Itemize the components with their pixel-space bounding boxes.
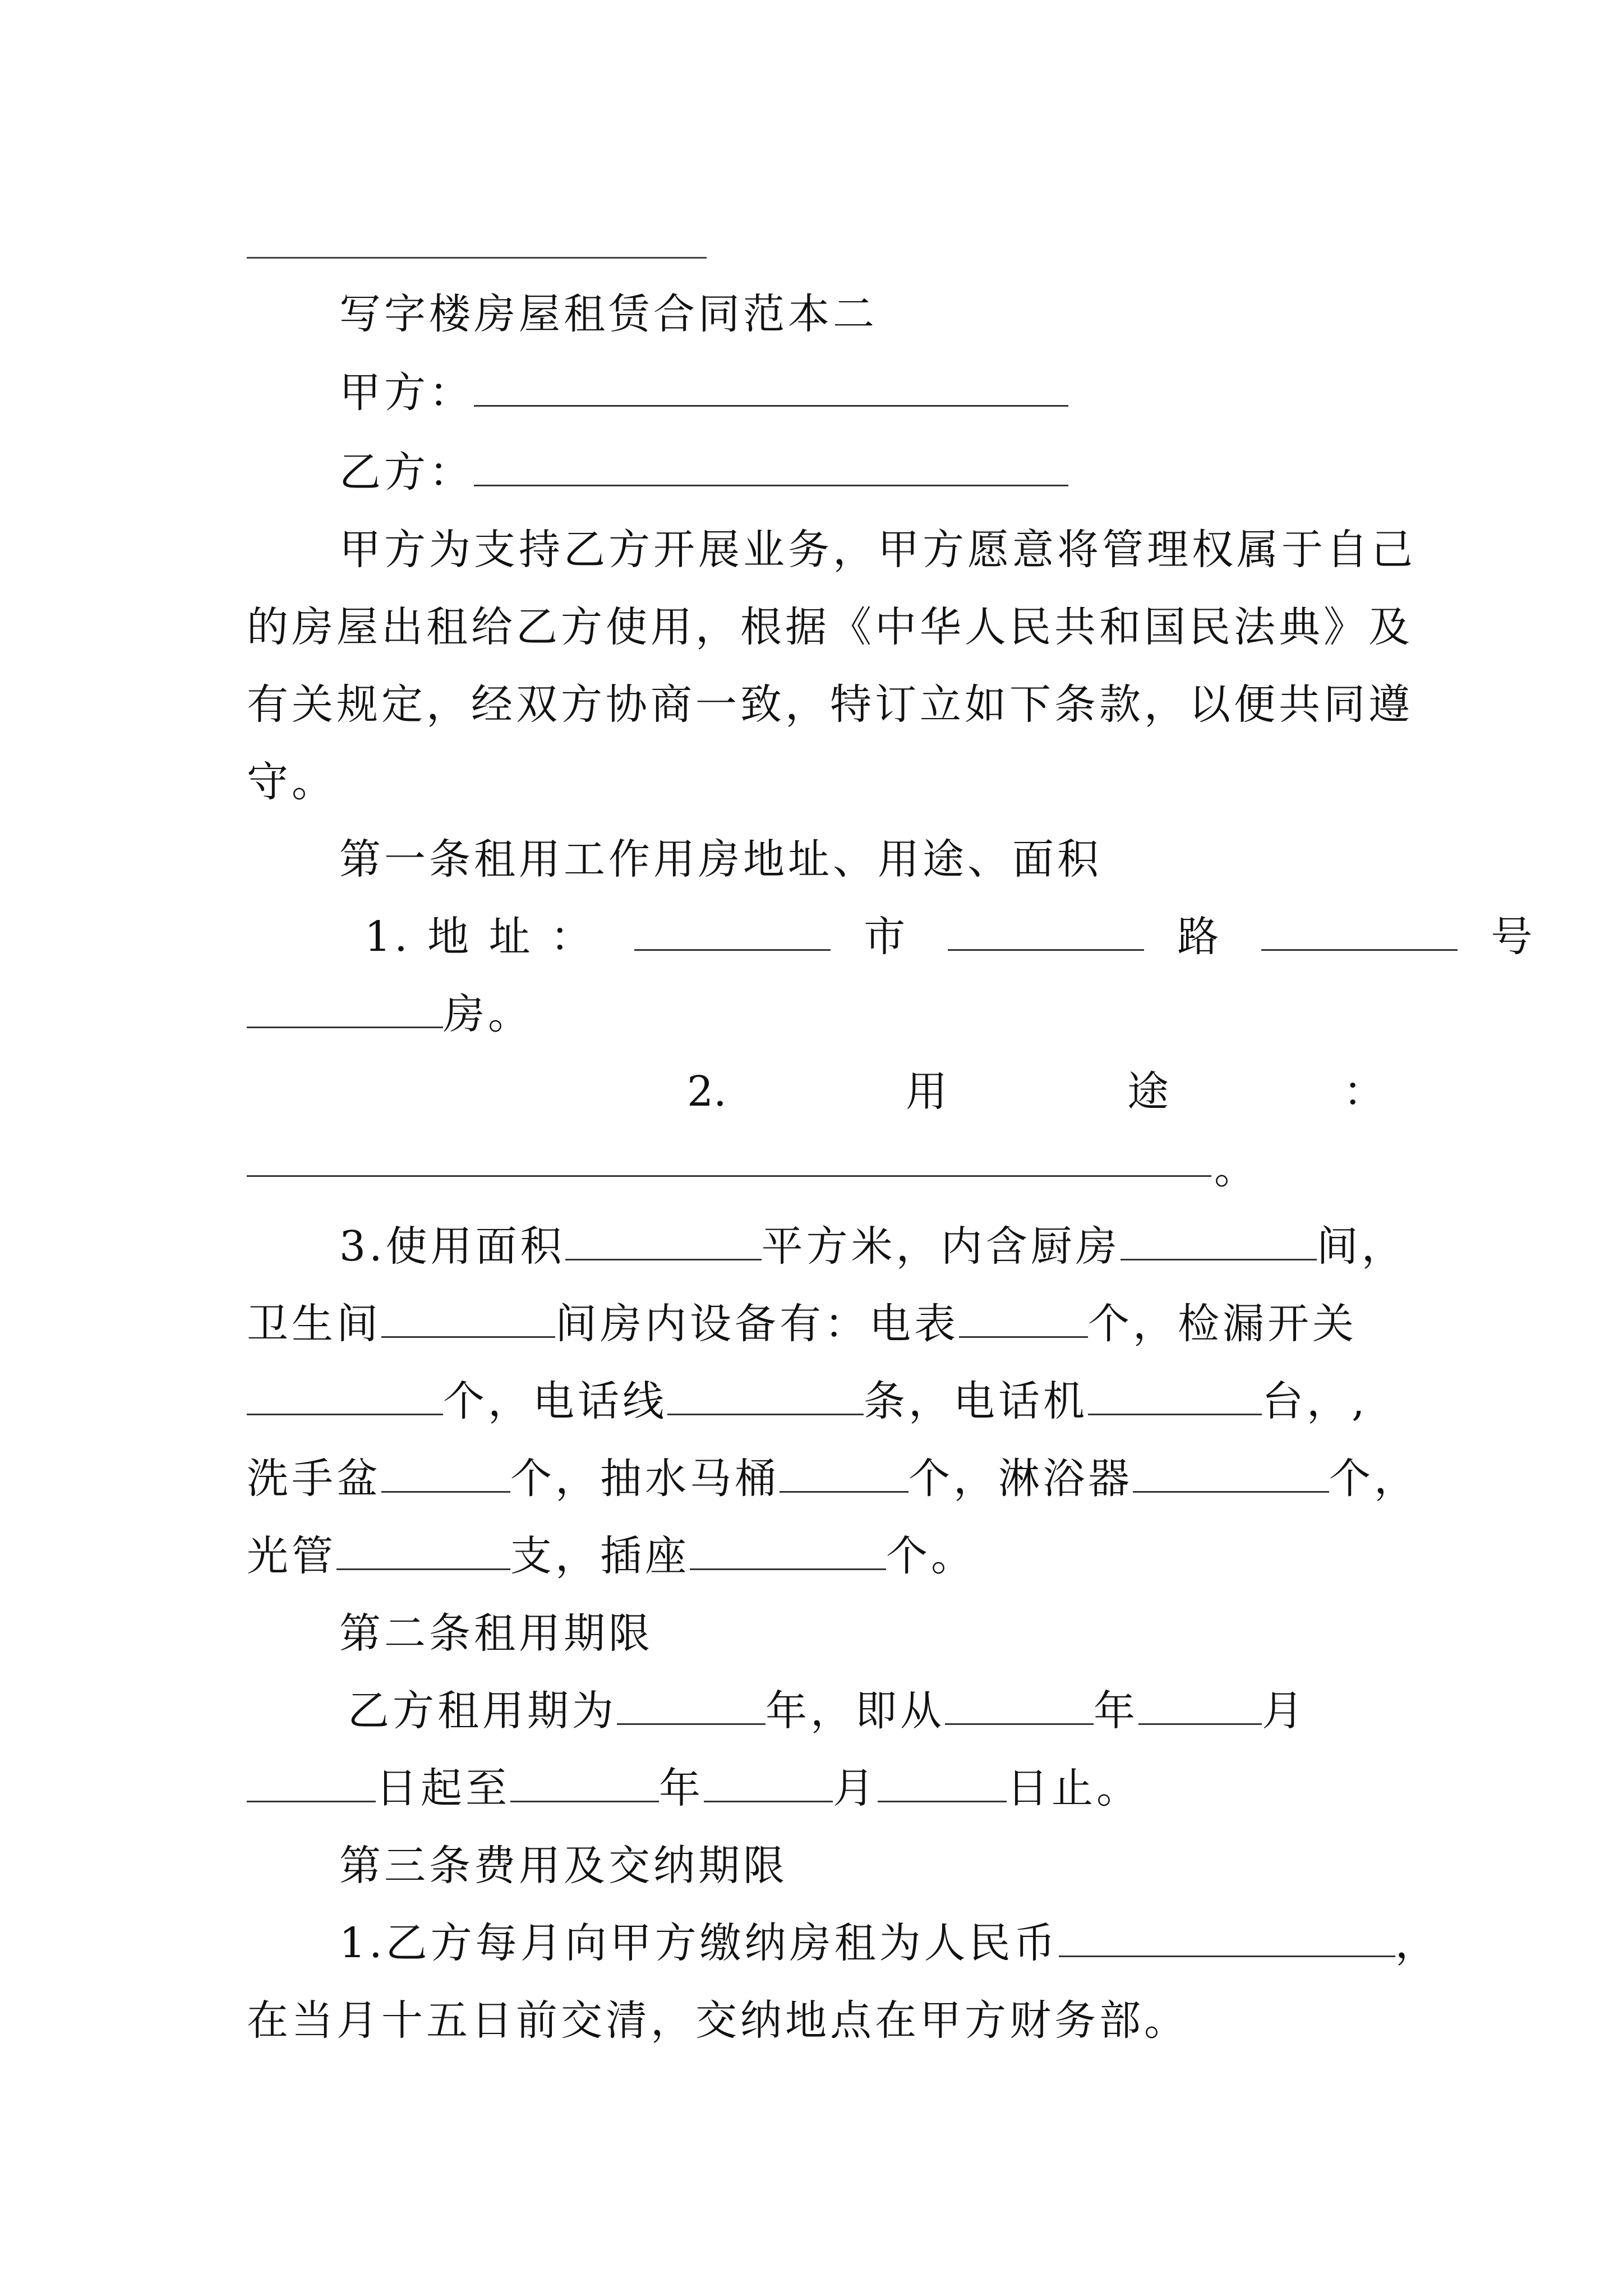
socket-blank[interactable] [690,1533,886,1570]
preamble-line-4: 守。 [247,758,336,806]
article2-heading: 第二条租用期限 [339,1609,653,1658]
phone-label: 条，电话机 [864,1377,1088,1425]
city-label: 市 [864,913,909,961]
use-char-2: 途 [1127,1068,1169,1116]
kitchen-unit: 间， [1316,1222,1407,1271]
term-from-label: 年，即从 [766,1687,945,1735]
end-day-unit: 日止。 [1007,1764,1141,1812]
party-a-line [339,365,1068,421]
address-label: 1. 地 址 ： [365,913,596,961]
start-year-blank[interactable] [945,1687,1094,1725]
tube-blank[interactable] [336,1533,510,1570]
use-end: 。 [1214,1145,1256,1193]
number-blank[interactable] [1261,913,1458,951]
term-years-blank[interactable] [617,1687,766,1725]
article2-line-2 [247,1760,1141,1816]
use-blank[interactable] [247,1175,1211,1177]
shower-blank[interactable] [1133,1455,1329,1493]
toilet-label: 卫生间 [247,1300,381,1348]
phone-line-blank[interactable] [667,1378,864,1415]
term-label: 乙方租用期为 [348,1687,617,1735]
area-unit: 平方米，内含厨房 [761,1222,1121,1271]
end-month-blank[interactable] [704,1765,833,1802]
phone-line-label: 个，电话线 [443,1377,667,1425]
article1-heading: 第一条租用工作用房地址、用途、面积 [339,835,1102,884]
city-blank[interactable] [634,913,831,951]
area-blank[interactable] [565,1223,762,1260]
start-day-blank[interactable] [247,1765,376,1802]
toilet-blank[interactable] [381,1300,555,1338]
area-line-4 [247,1451,1419,1507]
article3-heading: 第三条费用及交纳期限 [339,1842,788,1890]
room-blank[interactable] [247,991,443,1028]
area-line-5 [247,1528,976,1584]
meter-label: 间房内设备有：电表 [555,1300,959,1348]
party-b-blank[interactable] [474,449,1068,486]
end-day-blank[interactable] [878,1765,1007,1802]
use-number: 2. [687,1068,727,1116]
article1-address-line-2 [247,986,533,1042]
party-b-label: 乙方： [339,448,474,496]
use-char-1: 用 [906,1068,947,1116]
phone-unit: 台，, [1262,1377,1368,1425]
basin-label: 洗手盆 [247,1455,381,1503]
room-label: 房。 [443,990,533,1038]
end-year-blank[interactable] [510,1765,659,1802]
start-day-unit: 日起至 [376,1764,510,1812]
article2-line-1 [348,1683,1307,1739]
area-line-3 [247,1373,1368,1429]
header-rule [247,257,707,259]
preamble-line-2: 的房屋出租给乙方使用，根据《中华人民共和国民法典》及 [247,603,1413,651]
meter-blank[interactable] [959,1300,1088,1338]
road-label: 路 [1177,913,1223,961]
party-b-line [339,444,1068,500]
area-line-1 [339,1218,1407,1274]
article3-line-2: 在当月十五日前交清，交纳地点在甲方财务部。 [247,1996,1189,2045]
flush-toilet-label: 个，抽水马桶 [510,1455,780,1503]
basin-blank[interactable] [381,1455,510,1493]
number-label: 号 [1491,913,1536,961]
leak-switch-label: 个，检漏开关 [1088,1300,1357,1348]
kitchen-blank[interactable] [1121,1223,1317,1260]
socket-unit: 个。 [886,1532,976,1580]
rent-blank[interactable] [1059,1920,1395,1957]
start-month-unit: 月 [1262,1687,1307,1735]
rent-label: 1.乙方每月向甲方缴纳房租为人民币 [339,1919,1059,1967]
road-blank[interactable] [948,913,1144,951]
article1-address-line [365,909,1536,965]
shower-unit: 个， [1329,1455,1419,1503]
party-a-label: 甲方： [339,369,474,417]
use-colon: ： [1343,1068,1385,1116]
start-year-unit: 年 [1094,1687,1138,1735]
flush-toilet-blank[interactable] [780,1455,909,1493]
article3-line-1 [339,1915,1440,1971]
preamble-line-1: 甲方为支持乙方开展业务，甲方愿意将管理权属于自己 [339,526,1416,574]
party-a-blank[interactable] [474,369,1068,407]
socket-label: 支，插座 [510,1532,690,1580]
end-year-unit: 年 [659,1764,704,1812]
rent-comma: ， [1395,1919,1440,1967]
shower-label: 个，淋浴器 [909,1455,1133,1503]
end-month-unit: 月 [833,1764,878,1812]
document-title: 写字楼房屋租赁合同范本二 [339,290,878,338]
area-line-2 [247,1296,1357,1352]
phone-blank[interactable] [1088,1378,1262,1415]
start-month-blank[interactable] [1138,1687,1262,1725]
preamble-line-3: 有关规定，经双方协商一致，特订立如下条款，以便共同遵 [247,680,1413,729]
leak-switch-blank[interactable] [247,1378,443,1415]
tube-label: 光管 [247,1532,336,1580]
area-label: 3.使用面积 [339,1222,565,1271]
